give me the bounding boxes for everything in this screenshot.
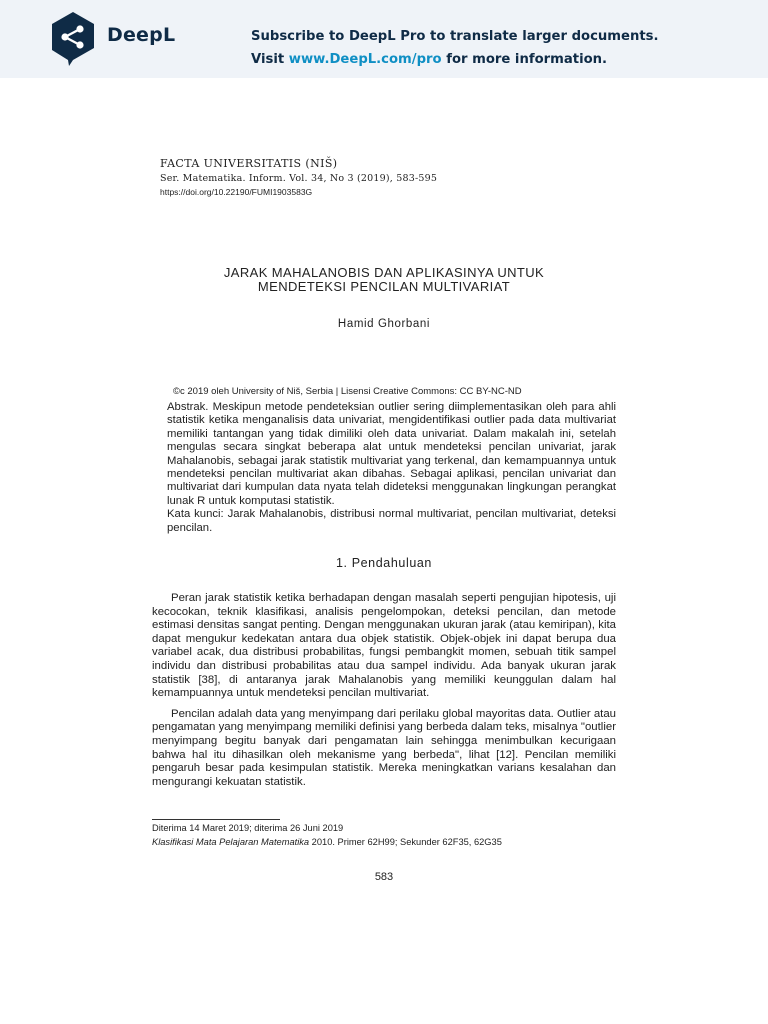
footnote-divider — [152, 819, 280, 820]
copyright-notice: ©c 2019 oleh University of Niš, Serbia | Lisensi Creative Commons: CC BY-NC-ND — [173, 386, 522, 397]
title-line-1: JARAK MAHALANOBIS DAN APLIKASINYA UNTUK — [223, 265, 545, 280]
promo-text — [251, 25, 659, 71]
journal-doi[interactable]: https://doi.org/10.22190/FUMI1903583G — [160, 187, 313, 197]
deepl-logo-icon[interactable] — [48, 10, 98, 68]
footnotes — [152, 822, 502, 849]
promo-prefix: Visit — [251, 52, 289, 67]
paper-author: Hamid Ghorbani — [337, 318, 431, 330]
classification-value: 2010. Primer 62H99; Sekunder 62F35, 62G35 — [309, 836, 502, 847]
deepl-logo-text[interactable]: DeepL — [107, 24, 176, 46]
promo-line-2 — [251, 48, 659, 71]
paragraph: Peran jarak statistik ketika berhadapan dengan masalah seperti pengujian hipotesis, uji kecocokan, teknik klasifikasi, analisis pengelompokan, deteksi pencilan, dan metode estimasi densitas sangat penting. Dengan menggunakan ukuran jarak (atau kemiripan), kita dapat mengukur kedekatan antara dua objek statistik. Objek-objek ini dapat berupa dua variabel acak, dua distribusi probabilitas, fungsi pembangkit momen, sebuah titik sampel individu dan distribusi probabilitas atau dua sampel individu. Ada banyak ukuran jarak statistik [38], di antaranya jarak Mahalanobis yang memiliki keunggulan dalam hal kemampuannya untuk mendeteksi pencilan multivariat. — [152, 592, 616, 700]
promo-line-1: Subscribe to DeepL Pro to translate larger documents. — [251, 29, 659, 44]
journal-name: FACTA UNIVERSITATIS (NIŠ) — [160, 157, 338, 170]
classification-label: Klasifikasi Mata Pelajaran Matematika — [152, 836, 310, 847]
classification — [152, 836, 502, 850]
page-number: 583 — [374, 871, 394, 883]
title-line-2: MENDETEKSI PENCILAN MULTIVARIAT — [257, 279, 511, 294]
section-heading: 1. Pendahuluan — [336, 556, 432, 570]
abstract-text: Abstrak. Meskipun metode pendeteksian outlier sering diimplementasikan oleh para ahli statistik ketika menganalisis data univariat, mengidentifikasi outlier pada data multivariat memiliki tantangan yang tidak dimiliki oleh data univariat. Dalam makalah ini, setelah mengulas secara singkat beberapa alat untuk mendeteksi pencilan univariat, jarak Mahalanobis, sebagai jarak statistik multivariat yang terkenal, dan kemampuannya untuk mendeteksi pencilan multivariat akan dibahas. Sebagai aplikasi, pencilan univariat dan multivariat dari kumpulan data nyata telah dideteksi menggunakan lingkungan perangkat lunak R untuk komputasi statistik. — [167, 401, 616, 507]
body-text — [152, 592, 616, 796]
deepl-banner — [0, 0, 768, 78]
promo-suffix: for more information. — [441, 52, 608, 67]
journal-series: Ser. Matematika. Inform. Vol. 34, No 3 (2019), 583-595 — [160, 173, 438, 184]
abstract — [167, 401, 616, 535]
paper-title — [0, 266, 768, 294]
paragraph: Pencilan adalah data yang menyimpang dari perilaku global mayoritas data. Outlier atau pengamatan yang menyimpang memiliki definisi yang berbeda dalam teks, misalnya "outlier menyimpang begitu banyak dari pengamatan lain sehingga menimbulkan kecurigaan bahwa hal itu dihasilkan oleh mekanisme yang berbeda", lihat [12]. Pencilan memiliki pengaruh besar pada kesimpulan statistik. Mereka meningkatkan varians kesalahan dan mengurangi kekuatan statistik. — [152, 707, 616, 788]
deepl-pro-link[interactable]: www.DeepL.com/pro — [288, 52, 442, 67]
received-dates: Diterima 14 Maret 2019; diterima 26 Juni 2019 — [152, 823, 344, 833]
journal-header — [160, 157, 437, 197]
keywords: Kata kunci: Jarak Mahalanobis, distribusi normal multivariat, pencilan multivariat, deteksi pencilan. — [167, 508, 616, 534]
